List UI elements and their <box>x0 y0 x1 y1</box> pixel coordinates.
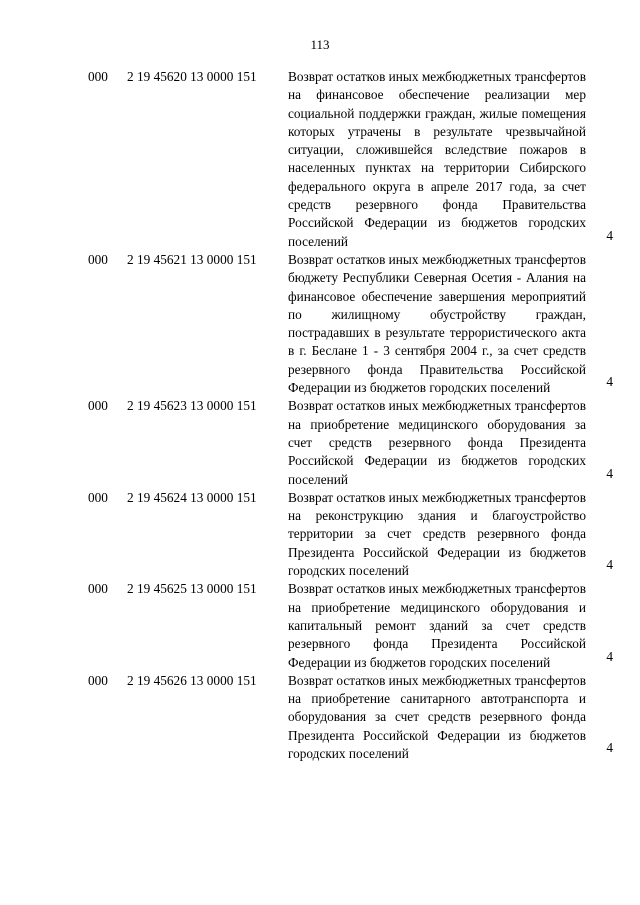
admin-code: 000 <box>88 489 108 505</box>
column-number: 4 <box>606 374 613 390</box>
table-row <box>0 251 640 397</box>
admin-code: 000 <box>88 581 108 597</box>
table-row <box>0 489 640 580</box>
table-row <box>0 580 640 671</box>
row-description: Возврат остатков иных межбюджетных трансфертов на финансовое обеспечение реализации мер социальной поддержки граждан, жилые помещения которых утрачены в результате чрезвычайной ситуации, сложившейся вследствие пожаров в населенных пунктах на территории Сибирского федерального округа в апреле 2017 года, за счет средств резервного фонда Правительства Российской Федерации из бюджетов городских поселений <box>288 69 586 249</box>
row-description: Возврат остатков иных межбюджетных трансфертов на приобретение медицинского оборудования за счет средств резервного фонда Президента Российской Федерации из бюджетов городских поселений <box>288 398 586 487</box>
admin-code: 000 <box>88 672 108 688</box>
column-number: 4 <box>606 739 613 755</box>
budget-codes-table <box>0 68 640 763</box>
budget-classification-code: 2 19 45626 13 0000 151 <box>127 672 257 688</box>
column-number: 4 <box>606 227 613 243</box>
column-number: 4 <box>606 557 613 573</box>
row-description: Возврат остатков иных межбюджетных трансфертов бюджету Республики Северная Осетия - Алания на финансовое обеспечение завершения мероприятий по жилищному обустройству граждан, пострадавших в результате террористического акта в г. Беслане 1 - 3 сентября 2004 г., за счет средств резервного фонда Правительства Российской Федерации из бюджетов городских поселений <box>288 251 586 396</box>
admin-code: 000 <box>88 398 108 414</box>
admin-code: 000 <box>88 251 108 267</box>
row-description: Возврат остатков иных межбюджетных трансфертов на реконструкцию здания и благоустройство территории за счет средств резервного фонда Президента Российской Федерации из бюджетов городских поселений <box>288 489 586 579</box>
table-row <box>0 672 640 763</box>
row-description: Возврат остатков иных межбюджетных трансфертов на приобретение санитарного автотранспорта и оборудования за счет средств резервного фонда Президента Российской Федерации из бюджетов городских поселений <box>288 672 586 761</box>
admin-code: 000 <box>88 69 108 84</box>
row-description: Возврат остатков иных межбюджетных трансфертов на приобретение медицинского оборудования и капитальный ремонт зданий за счет средств резервного фонда Президента Российской Федерации из бюджетов городских поселений <box>288 581 586 670</box>
budget-classification-code: 2 19 45621 13 0000 151 <box>127 251 257 267</box>
budget-classification-code: 2 19 45623 13 0000 151 <box>127 398 257 414</box>
column-number: 4 <box>606 465 613 481</box>
budget-classification-code: 2 19 45620 13 0000 151 <box>127 69 257 84</box>
table-row <box>0 397 640 488</box>
budget-classification-code: 2 19 45625 13 0000 151 <box>127 581 257 597</box>
budget-classification-code: 2 19 45624 13 0000 151 <box>127 489 257 505</box>
column-number: 4 <box>606 648 613 664</box>
page-number: 113 <box>310 37 330 52</box>
table-row <box>0 68 640 251</box>
